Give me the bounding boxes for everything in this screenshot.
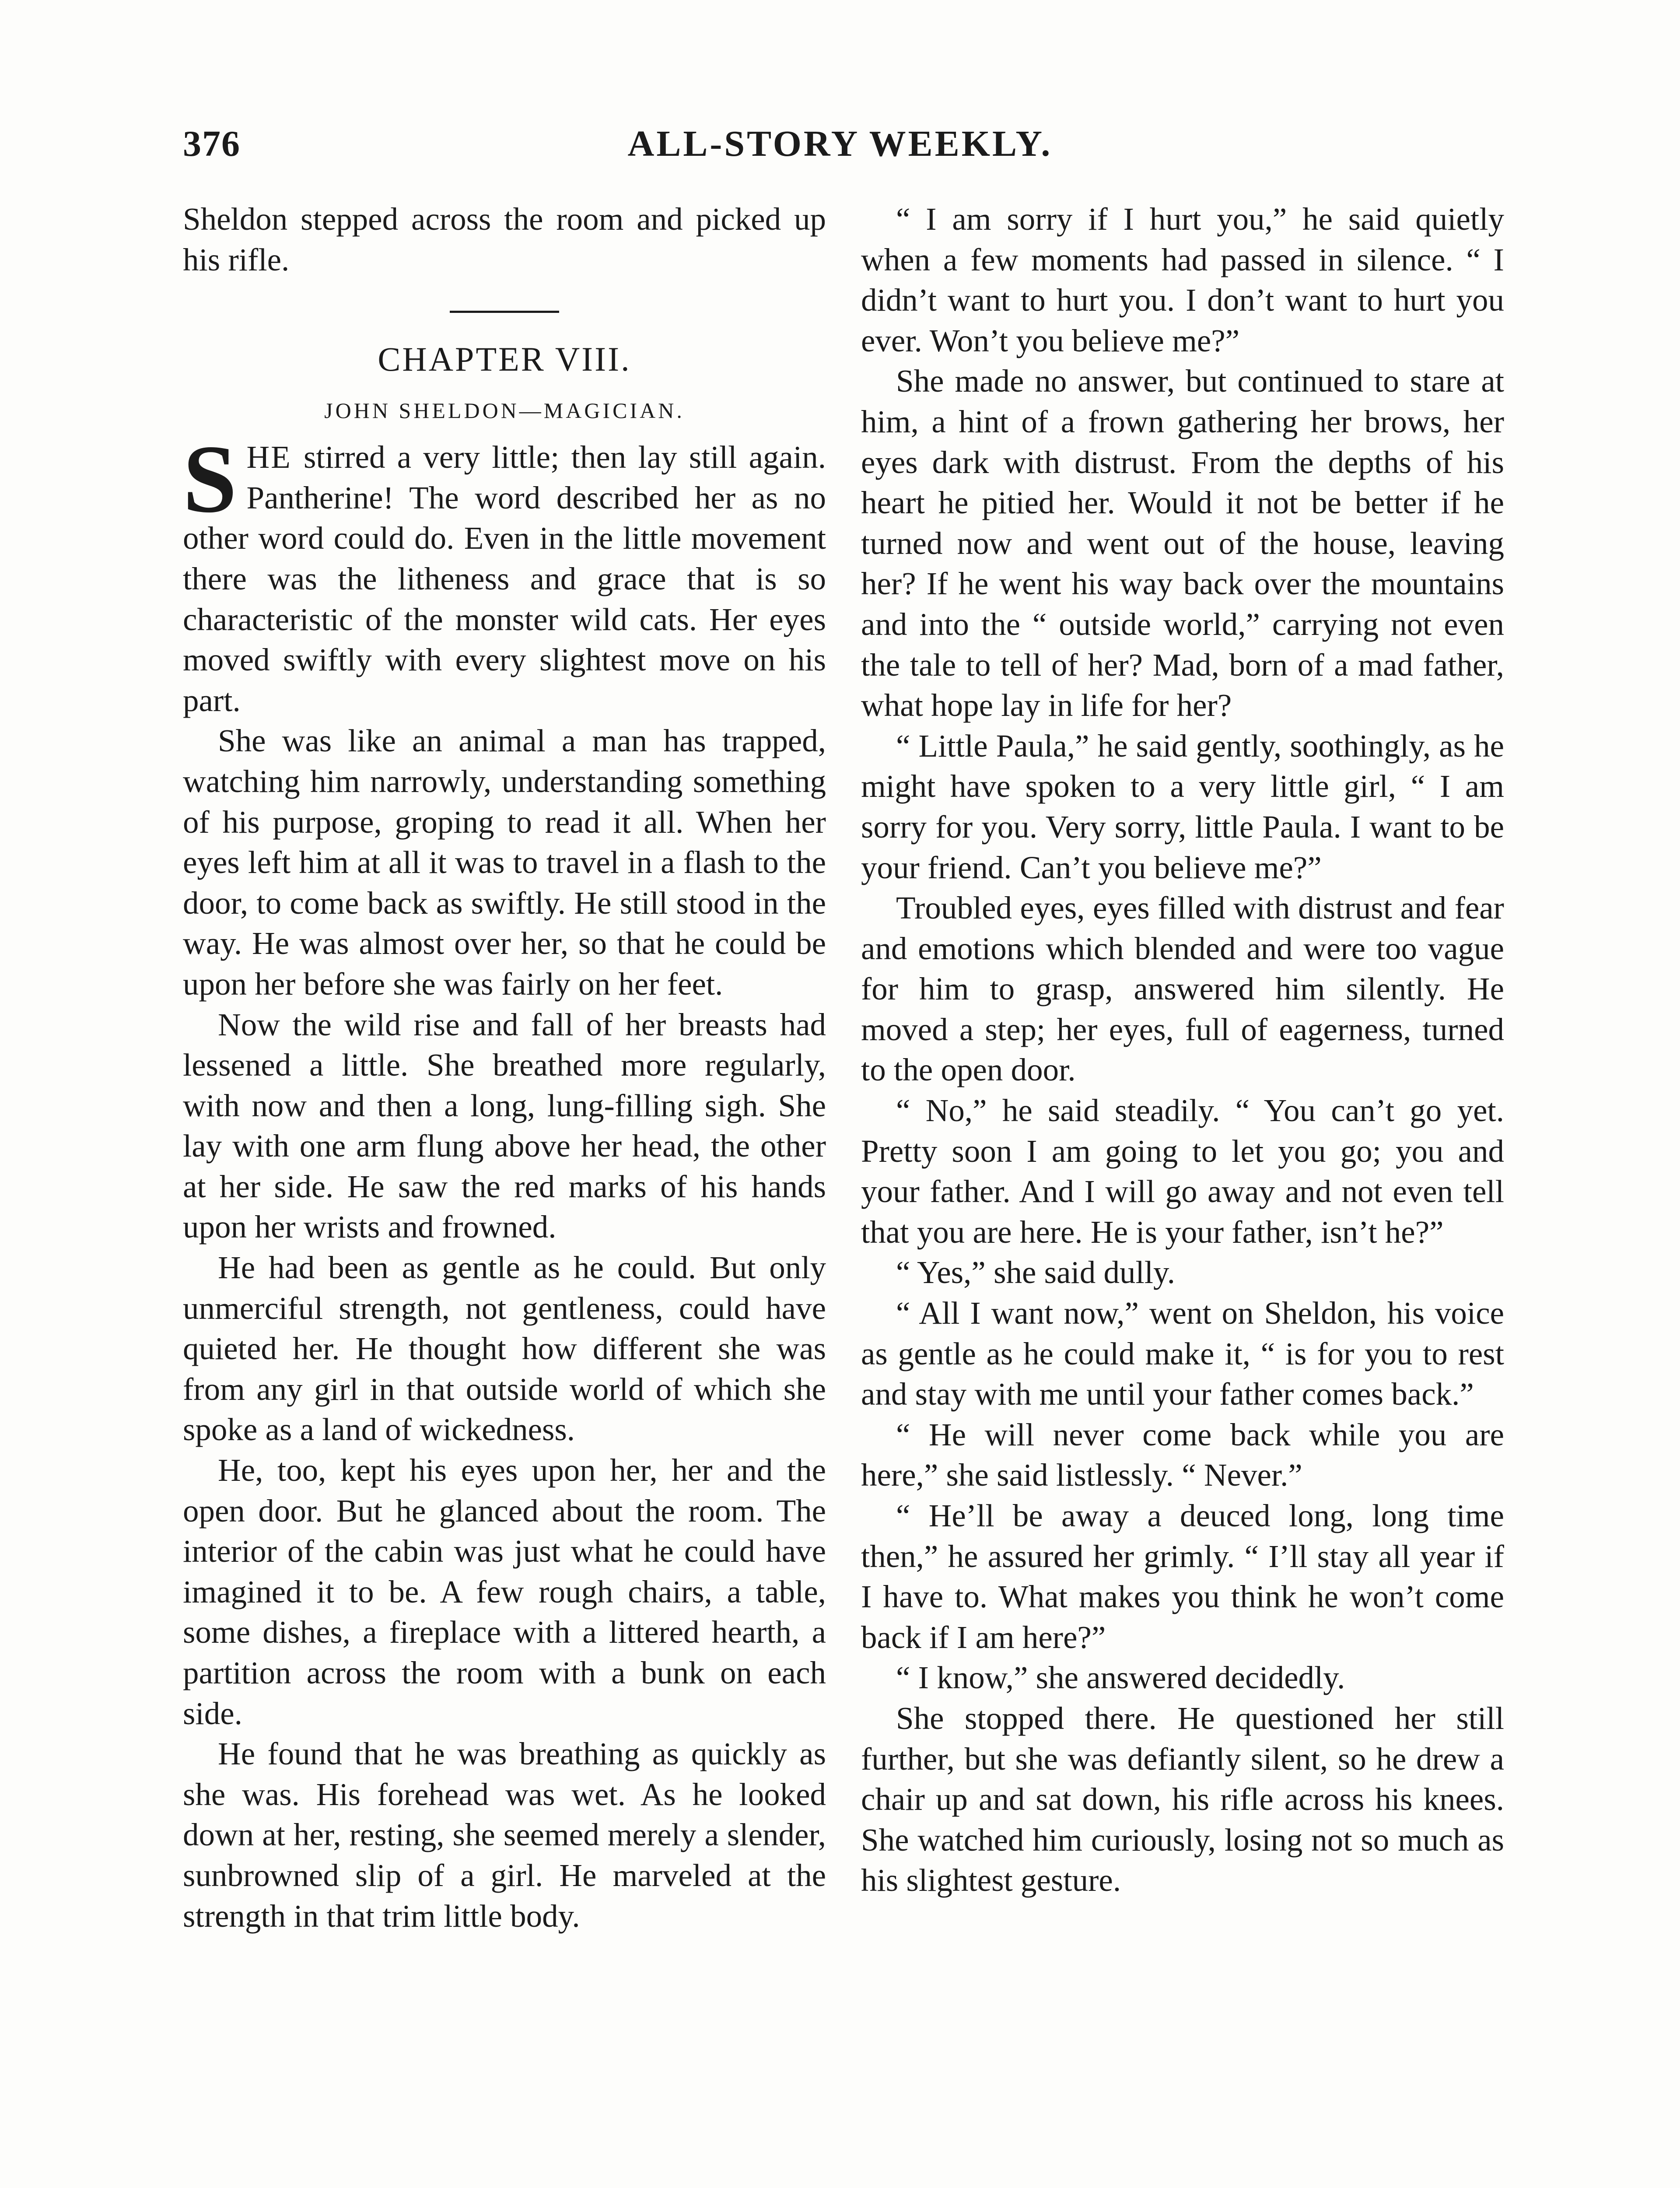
opening-paragraph: Sheldon stepped across the room and picked up his rifle. [183, 201, 826, 277]
body-paragraph: She made no answer, but continued to stare at him, a hint of a frown gathering her brows, her eyes dark with distrust. From the depths of his heart he pitied her. Would it not be better if he turned now and went out of the house, leaving her? If he went his way back over the mountains and into the “ outside world,” carrying not even the tale to tell of her? Mad, born of a mad father, what hope lay in life for her? [861, 363, 1504, 723]
left-column [183, 199, 826, 1936]
chapter-title: CHAPTER VIII. [378, 340, 631, 379]
page-header [183, 123, 1497, 184]
body-paragraph: “ No,” he said steadily. “ You can’t go yet. Pretty soon I am going to let you go; you and your father. And I will go away and not even tell that you are here. He is your father, isn’t he?” [861, 1093, 1504, 1250]
body-paragraph: She was like an animal a man has trapped, watching him narrowly, understanding something of his purpose, groping to read it all. When her eyes left him at all it was to travel in a flash to the door, to come back as swiftly. He still stood in the way. He was almost over her, so that he could be upon her before she was fairly on her feet. [183, 723, 826, 1002]
section-divider [450, 311, 559, 313]
body-paragraph: “ All I want now,” went on Sheldon, his voice as gentle as he could make it, “ is for you to rest and stay with me until your father comes back.” [861, 1295, 1504, 1412]
chapter-subtitle: JOHN SHELDON—MAGICIAN. [324, 398, 685, 423]
page-number: 376 [183, 123, 241, 164]
dropcap-paragraph [183, 425, 826, 721]
magazine-title: ALL-STORY WEEKLY. [627, 123, 1053, 164]
body-paragraph: “ Little Paula,” he said gently, soothingly, as he might have spoken to a very little girl, “ I am sorry for you. Very sorry, little Paula. I want to be your friend. Can’t you believe me?” [861, 728, 1504, 885]
body-paragraph: “ He’ll be away a deuced long, long time then,” he assured her grimly. “ I’ll stay all year if I have to. What makes you think he won’t come back if I am here?” [861, 1498, 1504, 1655]
body-paragraph: She stopped there. He questioned her still further, but she was defiantly silent, so he drew a chair up and sat down, his rifle across his knees. She watched him curiously, losing not so much as his slightest gesture. [861, 1700, 1504, 1898]
drop-cap-lead-word: HE [246, 439, 292, 475]
drop-cap-paragraph-text: stirred a very little; then lay still again. Pantherine! The word described her as no other word could do. Even in the little movement there was the litheness and grace that is so characteristic of the monster wild cats. Her eyes moved swiftly with every slightest move on his part. [183, 439, 826, 718]
body-paragraph: He had been as gentle as he could. But only unmerciful strength, not gentleness, could have quieted her. He thought how different she was from any girl in that outside world of which she spoke as a land of wickedness. [183, 1250, 826, 1448]
body-paragraph: “ He will never come back while you are here,” she said listlessly. “ Never.” [861, 1417, 1504, 1493]
body-paragraph: He, too, kept his eyes upon her, her and the open door. But he glanced about the room. The interior of the cabin was just what he could have imagined it to be. A few rough chairs, a table, some dishes, a fireplace with a littered hearth, a partition across the room with a bunk on each side. [183, 1452, 826, 1731]
drop-cap-letter: S [183, 425, 237, 533]
body-paragraph: “ I know,” she answered decidedly. [896, 1660, 1345, 1696]
body-paragraph: He found that he was breathing as quickly as she was. His forehead was wet. As he looked down at her, resting, she seemed merely a slender, sunbrowned slip of a girl. He marveled at the strength in that trim little body. [183, 1736, 826, 1934]
body-paragraph: “ Yes,” she said dully. [896, 1255, 1176, 1290]
body-paragraph: “ I am sorry if I hurt you,” he said quietly when a few moments had passed in silence. “ I didn’t want to hurt you. I don’t want to hurt you ever. Won’t you believe me?” [861, 201, 1504, 358]
body-paragraph: Now the wild rise and fall of her breasts had lessened a little. She breathed more regularly, with now and then a long, lung-filling sigh. She lay with one arm flung above her head, the other at her side. He saw the red marks of his hands upon her wrists and frowned. [183, 1006, 826, 1245]
body-paragraph: Troubled eyes, eyes filled with distrust and fear and emotions which blended and were too vague for him to grasp, answered him silently. He moved a step; her eyes, full of eagerness, turned to the open door. [861, 890, 1504, 1088]
right-column [861, 199, 1504, 1901]
